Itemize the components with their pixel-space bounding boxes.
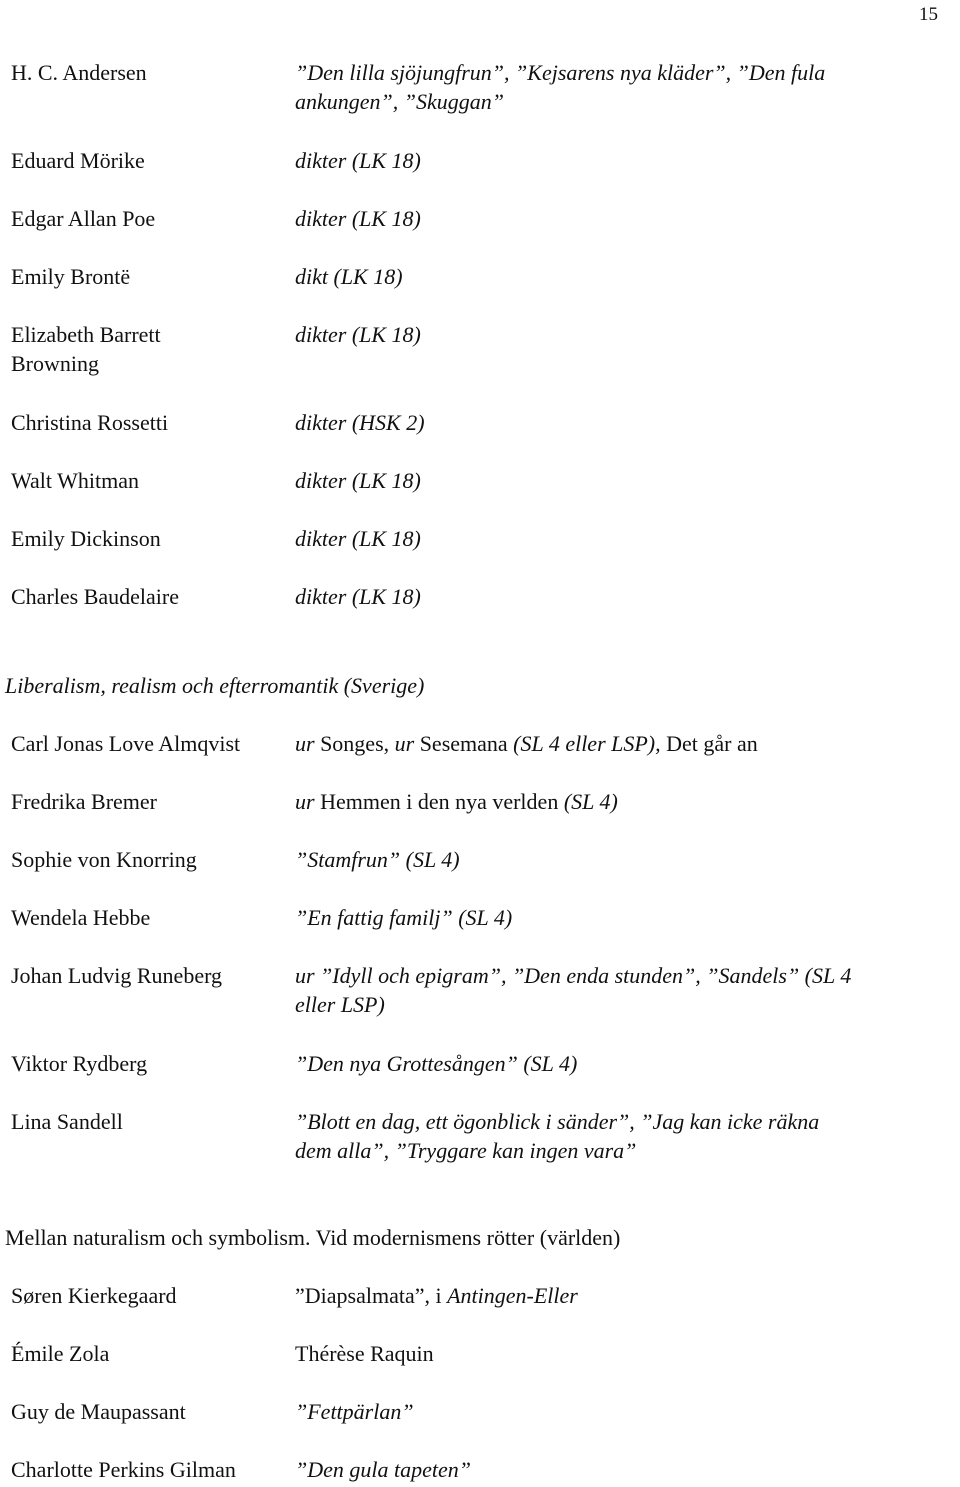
author-name: Eduard Mörike — [11, 148, 145, 173]
work-title: Thérèse Raquin — [295, 1341, 434, 1366]
author-name: Carl Jonas Love Almqvist — [11, 731, 241, 756]
work-title: dikter (LK 18) — [295, 322, 421, 347]
work-title — [295, 1281, 895, 1310]
work-title: dikter (HSK 2) — [295, 410, 425, 435]
work-title — [295, 729, 935, 758]
section-heading: Liberalism, realism och efterromantik (Sverige) — [5, 673, 425, 698]
work-title: dikter (LK 18) — [295, 584, 421, 609]
author-name: Walt Whitman — [11, 468, 139, 493]
work-title: ”Stamfrun” (SL 4) — [295, 847, 460, 872]
author-name: Wendela Hebbe — [11, 905, 151, 930]
author-name: Guy de Maupassant — [11, 1399, 186, 1424]
author-name: Emily Brontë — [11, 264, 131, 289]
work-title: dikter (LK 18) — [295, 468, 421, 493]
work-text: Songes, — [314, 731, 395, 756]
work-title: dikt (LK 18) — [295, 264, 403, 289]
work-text: Sesemana — [414, 731, 514, 756]
author-name: Søren Kierkegaard — [11, 1283, 177, 1308]
author-name: Émile Zola — [11, 1341, 110, 1366]
author-name: Lina Sandell — [11, 1109, 123, 1134]
author-name: Sophie von Knorring — [11, 847, 197, 872]
author-name: Charlotte Perkins Gilman — [11, 1457, 236, 1482]
work-title: ”Den gula tapeten” — [295, 1457, 471, 1482]
author-name: H. C. Andersen — [11, 60, 147, 85]
work-book: Antingen-Eller — [447, 1283, 578, 1308]
work-title: dikter (LK 18) — [295, 526, 421, 551]
work-title: ur ”Idyll och epigram”, ”Den enda stunden”, ”Sandels” (SL 4 eller LSP) — [295, 963, 852, 1017]
work-title: ”En fattig familj” (SL 4) — [295, 905, 513, 930]
work-title: ”Den lilla sjöjungfrun”, ”Kejsarens nya kläder”, ”Den fula ankungen”, ”Skuggan” — [295, 60, 826, 114]
work-prefix: ur — [295, 731, 315, 756]
author-name: Viktor Rydberg — [11, 1051, 148, 1076]
work-text: Det går an — [660, 731, 758, 756]
work-title — [295, 787, 895, 816]
work-title: dikter (LK 18) — [295, 148, 421, 173]
work-text: ”Diapsalmata”, i — [295, 1283, 448, 1308]
work-title: ”Fettpärlan” — [295, 1399, 414, 1424]
work-title: ”Den nya Grottesången” (SL 4) — [295, 1051, 578, 1076]
work-title: ”Blott en dag, ett ögonblick i sänder”, ”Jag kan icke räkna dem alla”, ”Tryggare kan ingen vara” — [295, 1109, 820, 1163]
work-source: (SL 4) — [563, 789, 618, 814]
work-text: Hemmen i den nya verlden — [314, 789, 564, 814]
section-heading: Mellan naturalism och symbolism. Vid modernismens rötter (världen) — [5, 1225, 621, 1250]
author-name: Edgar Allan Poe — [11, 206, 156, 231]
author-name: Charles Baudelaire — [11, 584, 179, 609]
work-prefix: ur — [295, 789, 315, 814]
page-number: 15 — [919, 4, 938, 25]
author-name: Johan Ludvig Runeberg — [11, 963, 223, 988]
work-source: (SL 4 eller LSP), — [513, 731, 661, 756]
author-name: Elizabeth Barrett Browning — [11, 322, 161, 376]
author-name: Christina Rossetti — [11, 410, 169, 435]
work-prefix: ur — [394, 731, 415, 756]
author-name: Emily Dickinson — [11, 526, 161, 551]
work-title: dikter (LK 18) — [295, 206, 421, 231]
author-name: Fredrika Bremer — [11, 789, 157, 814]
